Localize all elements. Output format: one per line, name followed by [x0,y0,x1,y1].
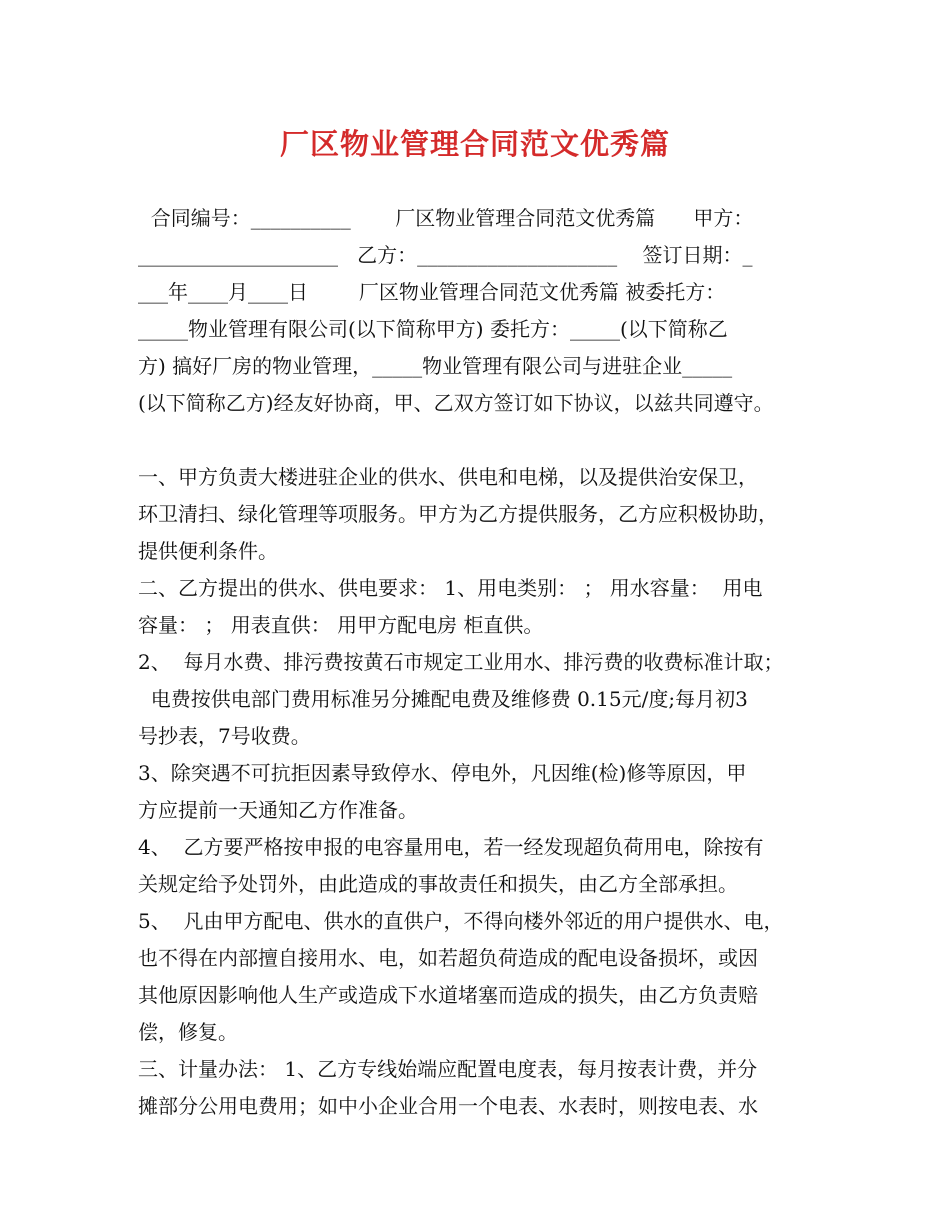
document-body [138,200,828,1125]
clause-line: 号抄表，7号收费。 [138,724,311,748]
intro-line: 合同编号：__________ 厂区物业管理合同范文优秀篇 甲方： [138,206,754,230]
intro-line: ___年____月____日 厂区物业管理合同范文优秀篇 被委托方： [138,280,726,304]
clause-line: 5、 凡由甲方配电、供水的直供户，不得向楼外邻近的用户提供水、电， [138,909,784,933]
clause-line: 其他原因影响他人生产或造成下水道堵塞而造成的损失，由乙方负责赔 [138,983,758,1007]
intro-line: ____________________ 乙方：____________________ 签订日期：_ [138,243,753,267]
intro-line: 方) 搞好厂房的物业管理，_____物业管理有限公司与进驻企业_____ [138,354,733,378]
clause-line: 也不得在内部擅自接用水、电，如若超负荷造成的配电设备损坏，或因 [138,946,758,970]
document-title: 厂区物业管理合同范文优秀篇 [279,127,670,161]
clause-line: 电费按供电部门费用标准另分摊配电费及维修费 0.15元/度;每月初3 [138,687,748,711]
clause-line: 三、计量办法： 1、乙方专线始端应配置电度表，每月按表计费，并分 [138,1057,758,1081]
clause-line: 关规定给予处罚外，由此造成的事故责任和损失，由乙方全部承担。 [138,872,738,896]
clause-line: 提供便利条件。 [138,539,278,563]
clause-line: 二、乙方提出的供水、供电要求： 1、用电类别： ； 用水容量： 用电 [138,576,763,600]
paragraph-gap [138,422,828,459]
clause-line: 摊部分公用电费用；如中小企业合用一个电表、水表时，则按电表、水 [138,1094,758,1118]
clause-line: 容量： ； 用表直供： 用甲方配电房 柜直供。 [138,613,544,637]
clause-line: 环卫清扫、绿化管理等项服务。甲方为乙方提供服务，乙方应积极协助， [138,502,778,526]
clause-line: 一、甲方负责大楼进驻企业的供水、供电和电梯，以及提供治安保卫， [138,465,758,489]
clause-line: 方应提前一天通知乙方作准备。 [138,798,418,822]
intro-line: (以下简称乙方)经友好协商，甲、乙双方签订如下协议，以兹共同遵守。 [138,391,774,415]
intro-line: _____物业管理有限公司(以下简称甲方) 委托方：_____(以下简称乙 [138,317,728,341]
clause-line: 4、 乙方要严格按申报的电容量用电，若一经发现超负荷用电，除按有 [138,835,764,859]
clause-line: 3、除突遇不可抗拒因素导致停水、停电外，凡因维(检)修等原因，甲 [138,761,747,785]
clause-line: 2、 每月水费、排污费按黄石市规定工业用水、排污费的收费标准计取； [138,650,784,674]
clause-line: 偿，修复。 [138,1020,238,1044]
